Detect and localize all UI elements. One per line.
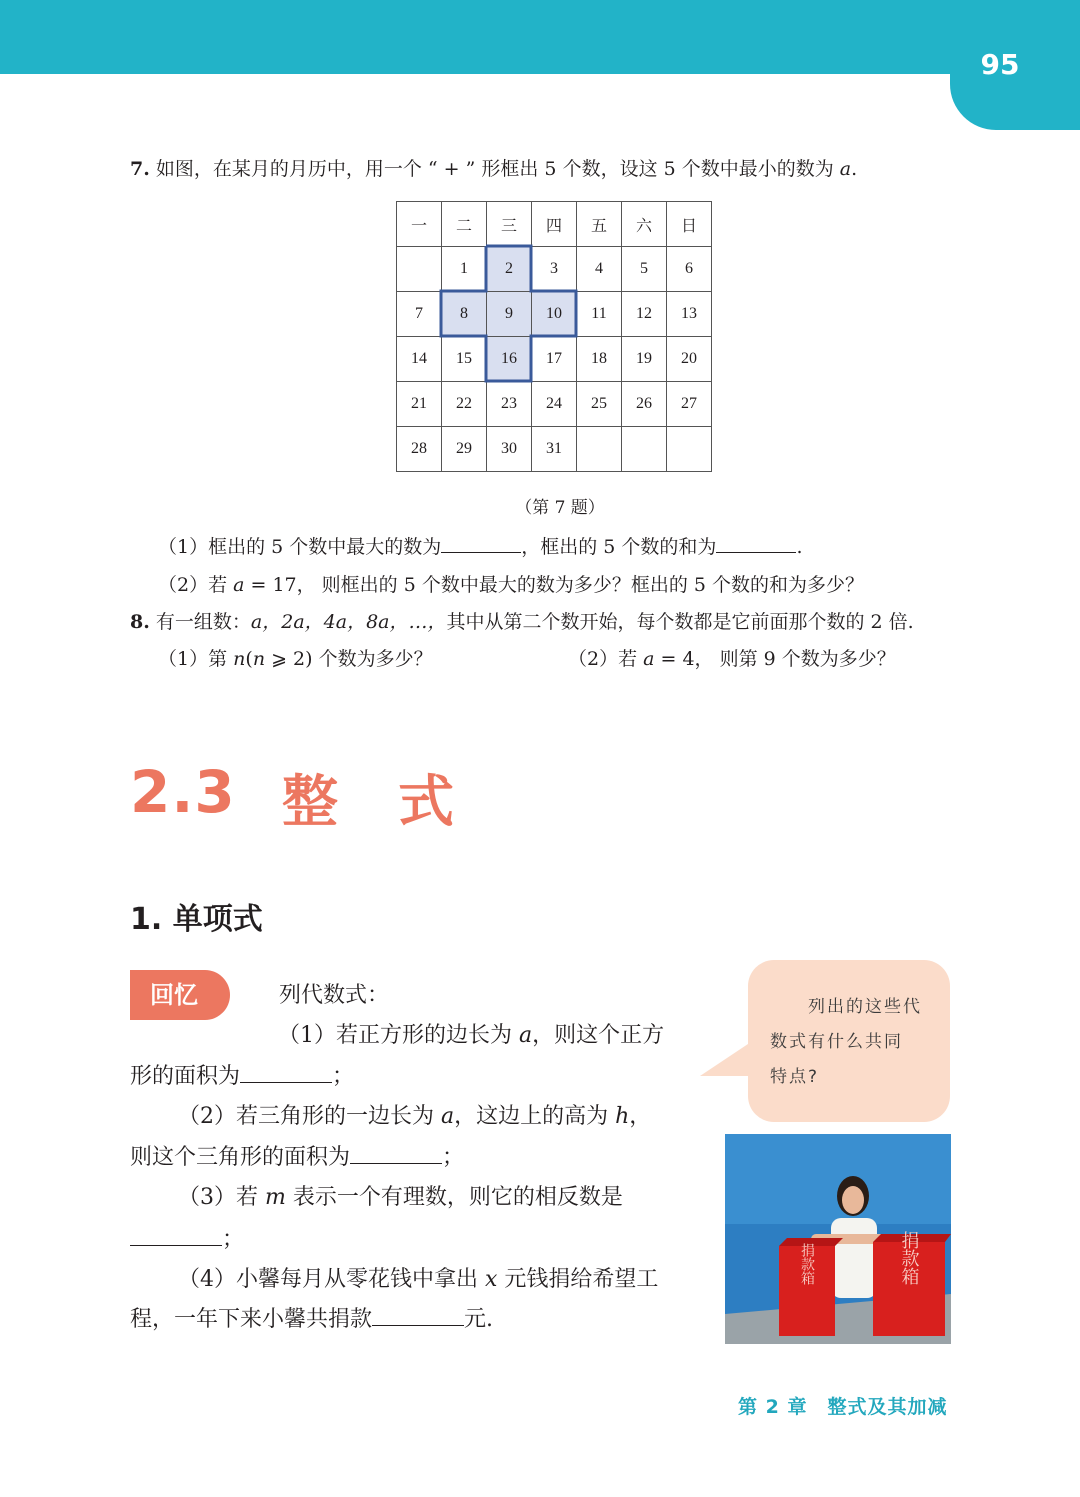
calendar-cell: 7 [397, 292, 442, 337]
figure-caption: （第 7 题） [515, 498, 605, 518]
recall-item2-text-d: 则这个三角形的面积为 [130, 1145, 351, 1170]
q8-stem [130, 609, 914, 635]
calendar-cell: 23 [487, 382, 532, 427]
calendar-header: 二 [442, 202, 487, 247]
bubble-line: 特点? [770, 1067, 820, 1087]
recall-item4-end: 元. [464, 1307, 494, 1332]
calendar-cell: 19 [622, 337, 667, 382]
calendar-cell [622, 427, 667, 472]
chapter-footer: 第 2 章 整式及其加减 [738, 1396, 948, 1418]
recall-intro: 列代数式： [279, 983, 390, 1008]
calendar-cell: 13 [667, 292, 712, 337]
calendar-cell: 28 [397, 427, 442, 472]
calendar-cell: 22 [442, 382, 487, 427]
calendar-cell: 26 [622, 382, 667, 427]
answer-blank[interactable] [240, 1064, 332, 1083]
bubble-line: 列出的这些代 [808, 997, 922, 1017]
q7-var: a [839, 158, 852, 180]
q7-part1-end: . [796, 536, 803, 558]
q8-part2-var: a [643, 648, 655, 670]
calendar-cell: 25 [577, 382, 622, 427]
recall-item2-end: ； [442, 1145, 465, 1170]
q7-part1-text-b: ，框出的 5 个数的和为 [521, 536, 717, 558]
q7-part1-text: （1）框出的 5 个数中最大的数为 [158, 536, 442, 558]
calendar-cell: 20 [667, 337, 712, 382]
calendar-cell-highlighted: 9 [487, 292, 532, 337]
recall-item4-text-b: 元钱捐给希望工 [497, 1267, 659, 1292]
calendar-cell: 31 [532, 427, 577, 472]
q8-part1-var2: n [252, 648, 266, 670]
q7-number: 7. [130, 158, 150, 180]
calendar-cell-highlighted: 8 [442, 292, 487, 337]
calendar-cell: 3 [532, 247, 577, 292]
top-band [0, 0, 1080, 74]
bubble-line: 数式有什么共同 [770, 1032, 903, 1052]
calendar-cell: 21 [397, 382, 442, 427]
q8-stem-text: 有一组数： [155, 611, 251, 633]
recall-item1-var: a [519, 1023, 533, 1048]
calendar-cell-highlighted: 2 [487, 247, 532, 292]
calendar-header: 六 [622, 202, 667, 247]
q8-number: 8. [130, 611, 150, 633]
donation-photo [725, 1134, 951, 1344]
calendar-row [397, 247, 712, 292]
calendar-cell: 11 [577, 292, 622, 337]
calendar-cell: 4 [577, 247, 622, 292]
section-number: 2.3 [130, 758, 236, 826]
q8-part2 [568, 646, 896, 672]
calendar-cell: 29 [442, 427, 487, 472]
q7-end: . [851, 158, 858, 180]
calendar-row [397, 337, 712, 382]
recall-item1 [278, 1016, 664, 1056]
box-label-right: 捐款箱 [898, 1231, 920, 1285]
calendar-cell: 15 [442, 337, 487, 382]
recall-item1-cont [130, 1057, 354, 1097]
recall-item4-var: x [485, 1267, 498, 1292]
recall-item4-text-c: 程，一年下来小馨共捐款 [130, 1307, 373, 1332]
calendar-cell [667, 427, 712, 472]
recall-item3 [178, 1178, 623, 1218]
answer-blank[interactable] [441, 534, 521, 553]
calendar-header: 三 [487, 202, 532, 247]
box-label-left: 捐款箱 [799, 1243, 815, 1285]
q8-part1-paren: ( [245, 648, 253, 670]
q8-part2-text-b: = 4， 则第 9 个数为多少？ [654, 648, 896, 670]
recall-item3-text: （3）若 [178, 1185, 265, 1210]
calendar-cell: 27 [667, 382, 712, 427]
calendar-cell-highlighted: 16 [487, 337, 532, 382]
calendar-header: 日 [667, 202, 712, 247]
recall-item1-text-b: ，则这个正方 [532, 1023, 665, 1048]
recall-item2-text-c: ， [629, 1104, 652, 1129]
subsection-title: 1. 单项式 [130, 902, 263, 937]
q7-part2-text: （2）若 [158, 574, 234, 596]
calendar-cell: 24 [532, 382, 577, 427]
recall-item4-text: （4）小馨每月从零花钱中拿出 [178, 1267, 485, 1292]
bubble-text [770, 990, 940, 1095]
calendar-cell: 18 [577, 337, 622, 382]
calendar-cell: 5 [622, 247, 667, 292]
recall-item3-var: m [265, 1185, 286, 1210]
calendar-cell: 6 [667, 247, 712, 292]
q7-stem [130, 156, 857, 182]
calendar-cell: 30 [487, 427, 532, 472]
recall-item2 [178, 1097, 651, 1137]
calendar-cell-highlighted: 10 [532, 292, 577, 337]
calendar-cell: 1 [442, 247, 487, 292]
q8-stem-text-b: 其中从第二个数开始，每个数都是它前面那个数的 2 倍. [446, 611, 914, 633]
recall-item1-end: ； [332, 1064, 355, 1089]
q7-part2-var: a [233, 574, 245, 596]
section-title: 整式 [282, 770, 514, 835]
calendar-table [396, 201, 712, 472]
recall-item2-var: a [441, 1104, 455, 1129]
recall-item3-cont [130, 1220, 244, 1260]
calendar-header: 一 [397, 202, 442, 247]
recall-item4 [178, 1260, 658, 1300]
recall-item3-end: ； [222, 1227, 245, 1252]
page-number: 95 [980, 48, 1020, 81]
recall-item2-text-b: ，这边上的高为 [454, 1104, 616, 1129]
calendar-header-row [397, 202, 712, 247]
q8-part1-var: n [233, 648, 246, 670]
q8-part1-text: （1）第 [158, 648, 234, 670]
recall-badge: 回忆 [130, 970, 230, 1020]
recall-item4-cont [130, 1300, 493, 1340]
recall-item2-var2: h [615, 1104, 630, 1129]
calendar-header: 五 [577, 202, 622, 247]
recall-item1-text-c: 形的面积为 [130, 1064, 241, 1089]
q7-part1 [158, 534, 802, 560]
calendar-header: 四 [532, 202, 577, 247]
q8-part2-text: （2）若 [568, 648, 644, 670]
q7-part2 [158, 572, 864, 598]
answer-blank[interactable] [350, 1145, 442, 1164]
q7-stem-text: 如图，在某月的月历中，用一个 “ + ” 形框出 5 个数，设这 5 个数中最小的数为 [155, 158, 840, 180]
q8-sequence: a，2a，4a，8a，…， [250, 611, 447, 633]
calendar-row [397, 427, 712, 472]
q8-part1-text-b: ⩾ 2) 个数为多少？ [265, 648, 433, 670]
answer-blank[interactable] [130, 1227, 222, 1246]
calendar-cell: 12 [622, 292, 667, 337]
calendar-row [397, 382, 712, 427]
q8-part1 [158, 646, 433, 672]
answer-blank[interactable] [372, 1307, 464, 1326]
calendar-cell [397, 247, 442, 292]
calendar-cell: 14 [397, 337, 442, 382]
answer-blank[interactable] [716, 534, 796, 553]
calendar-cell: 17 [532, 337, 577, 382]
recall-item3-text-b: 表示一个有理数，则它的相反数是 [285, 1185, 623, 1210]
q7-part2-text-b: = 17， 则框出的 5 个数中最大的数为多少？框出的 5 个数的和为多少？ [244, 574, 865, 596]
recall-item1-text: （1）若正方形的边长为 [278, 1023, 519, 1048]
calendar-row [397, 292, 712, 337]
recall-item2-cont [130, 1138, 464, 1178]
recall-item2-text: （2）若三角形的一边长为 [178, 1104, 441, 1129]
calendar-cell [577, 427, 622, 472]
